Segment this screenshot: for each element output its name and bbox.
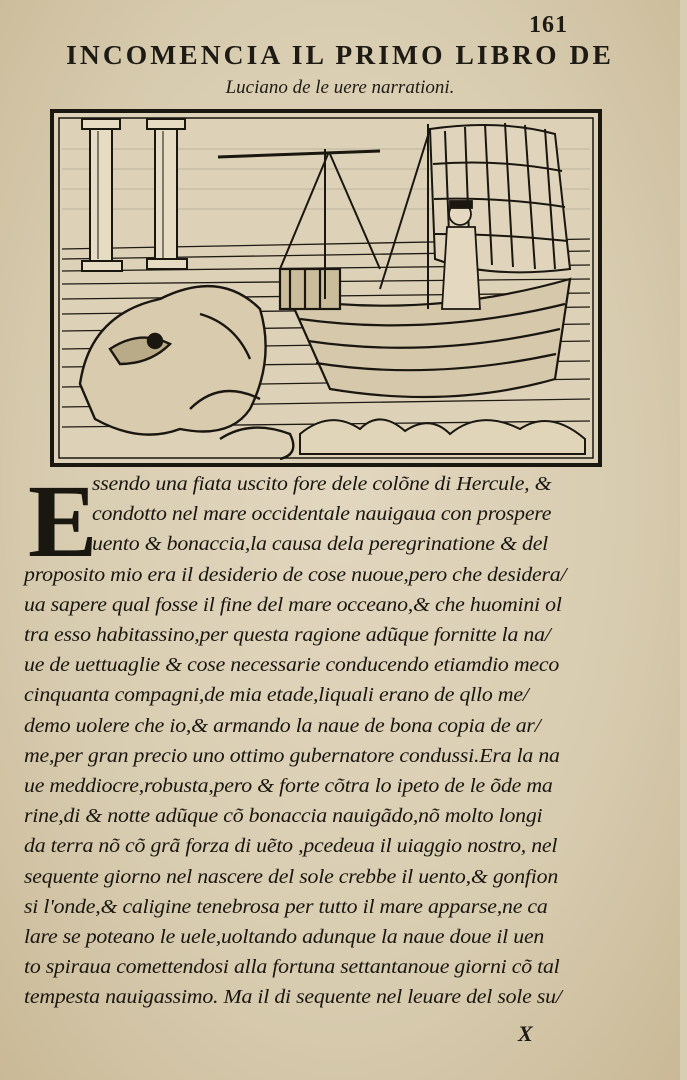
- text-line: me,per gran precio uno ottimo gubernatore condussi.Era la na: [24, 745, 560, 767]
- svg-text:E: E: [28, 464, 98, 579]
- text-line: lare se poteano le uele,uoltando adunque la naue doue il uen: [24, 927, 545, 948]
- text-line: rine,di & notte adũque cõ bonaccia nauigãdo,nõ molto longi: [24, 806, 543, 828]
- page-title: INCOMENCIA IL PRIMO LIBRO DE: [66, 40, 614, 70]
- text-line: uento & bonaccia,la causa dela peregrinatione & del: [92, 534, 549, 556]
- text-line: proposito mio era il desiderio de cose nuoue,pero che desidera/: [24, 564, 567, 586]
- text-line: tra esso habitassino,per questa ragione adũque fornitte la na/: [24, 625, 551, 646]
- text-line: si l'onde,& caligine tenebrosa per tutto il mare apparse,ne ca: [24, 896, 548, 918]
- text-line: ssendo una fiata uscito fore dele colõne di Hercule, &: [92, 474, 552, 495]
- text-line: cinquanta compagni,de mia etade,liquali erano de qllo me/: [24, 685, 529, 707]
- page-number: 161: [529, 12, 568, 38]
- text-line: ue meddiocre,robusta,pero & forte cõtra lo ipeto de le õde ma: [24, 776, 553, 797]
- catchword: X: [518, 1021, 533, 1046]
- text-line: da terra nõ cõ grã forza di uẽto ,pcedeua il uiaggio nostro, nel: [24, 836, 558, 858]
- page-subtitle: Luciano de le uere narrationi.: [225, 77, 455, 98]
- text-line: to spiraua comettendosi alla fortuna settantanoue giorni cõ tal: [24, 957, 560, 979]
- text-line: condotto nel mare occidentale nauigaua con prospere: [92, 504, 552, 526]
- text-line: demo uolere che io,& armando la naue de bona copia de ar/: [24, 715, 541, 737]
- text-line: tempesta nauigassimo. Ma il di sequente nel leuare del sole su/: [24, 987, 562, 1009]
- text-line: ue de uettuaglie & cose necessarie conducendo etiamdio meco: [24, 655, 560, 677]
- text-line: sequente giorno nel nascere del sole crebbe il uento,& gonfion: [24, 866, 559, 888]
- text-line: ua sapere qual fosse il fine del mare occeano,& che huomini ol: [24, 594, 562, 616]
